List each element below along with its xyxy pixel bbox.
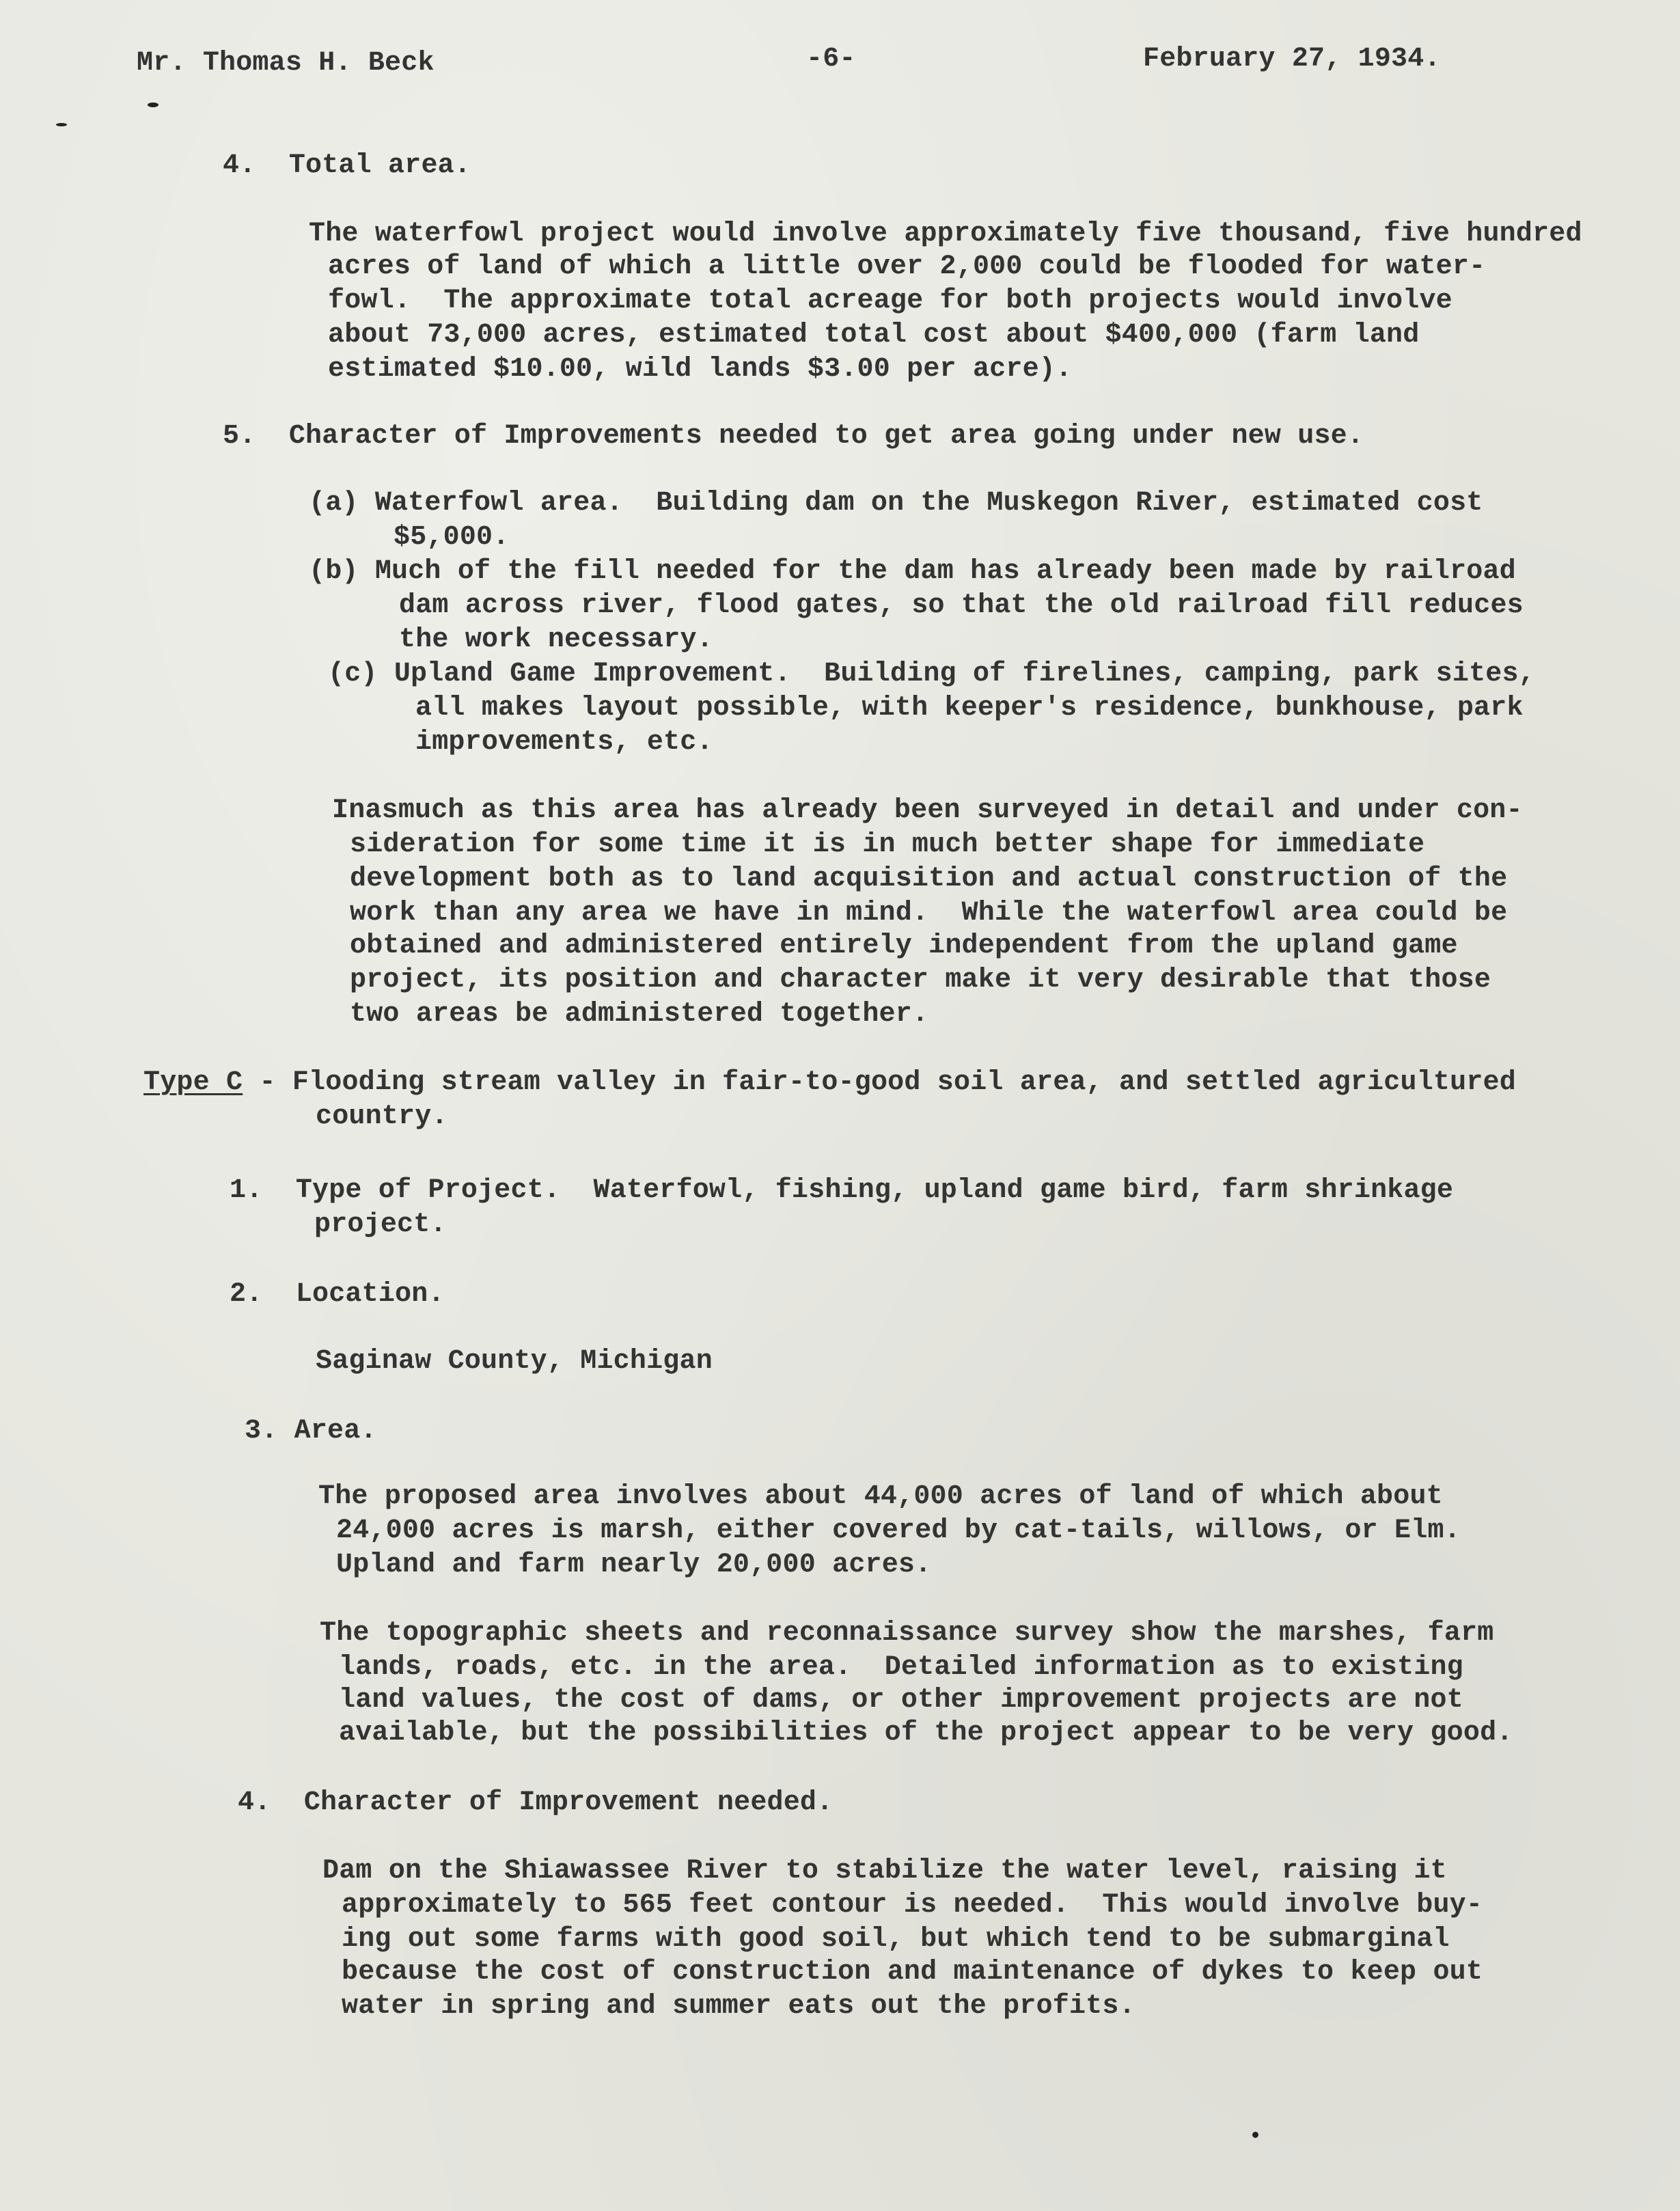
- type-label: Type C: [143, 1067, 243, 1098]
- sub-item-line: all makes layout possible, with keeper's residence, bunkhouse, park: [415, 693, 1524, 724]
- sub-item-line: the work necessary.: [399, 624, 713, 655]
- header-date: February 27, 1934.: [1143, 44, 1441, 74]
- paragraph-line: available, but the possibilities of the project appear to be very good.: [339, 1718, 1513, 1748]
- sub-item-line: improvements, etc.: [415, 727, 713, 758]
- paragraph-line: The proposed area involves about 44,000 acres of land of which about: [318, 1481, 1443, 1512]
- item-heading: 5. Character of Improvements needed to get area going under new use.: [223, 421, 1364, 452]
- sub-item-line: (c) Upland Game Improvement. Building of firelines, camping, park sites,: [328, 659, 1535, 689]
- header-recipient: Mr. Thomas H. Beck: [137, 48, 435, 79]
- paragraph-line: ing out some farms with good soil, but which tend to be submarginal: [342, 1924, 1450, 1955]
- header-page-number: -6-: [806, 44, 856, 74]
- type-description: - Flooding stream valley in fair-to-good soil area, and settled agricultured: [243, 1067, 1516, 1098]
- sub-item-line: (a) Waterfowl area. Building dam on the Muskegon River, estimated cost: [309, 488, 1483, 519]
- paragraph-line: lands, roads, etc. in the area. Detailed information as to existing: [339, 1652, 1463, 1683]
- paragraph-line: work than any area we have in mind. While the waterfowl area could be: [350, 898, 1508, 929]
- paragraph-line: Saginaw County, Michigan: [316, 1346, 713, 1377]
- stray-mark: [148, 102, 159, 107]
- paragraph-line: estimated $10.00, wild lands $3.00 per acre).: [328, 354, 1073, 385]
- paragraph-line: Dam on the Shiawassee River to stabilize the water level, raising it: [322, 1856, 1447, 1886]
- paragraph-line: 24,000 acres is marsh, either covered by cat-tails, willows, or Elm.: [336, 1515, 1461, 1546]
- sub-item-line: $5,000.: [394, 522, 510, 553]
- stray-mark: [1252, 2132, 1258, 2138]
- paragraph-line: Inasmuch as this area has already been surveyed in detail and under con-: [332, 795, 1523, 826]
- sub-item-line: (b) Much of the fill needed for the dam has already been made by railroad: [309, 556, 1516, 587]
- paragraph-line: country.: [316, 1101, 448, 1132]
- type-heading-line: [143, 1066, 1516, 1100]
- item-heading: 3. Area.: [245, 1416, 377, 1446]
- paragraph-line: water in spring and summer eats out the profits.: [342, 1991, 1135, 2022]
- item-heading: 1. Type of Project. Waterfowl, fishing, upland game bird, farm shrinkage: [230, 1175, 1454, 1206]
- item-heading: 4. Character of Improvement needed.: [238, 1787, 834, 1818]
- paragraph-line: The topographic sheets and reconnaissance survey show the marshes, farm: [320, 1618, 1494, 1649]
- item-heading: 2. Location.: [230, 1279, 445, 1310]
- paragraph-line: Upland and farm nearly 20,000 acres.: [336, 1550, 932, 1580]
- paragraph-line: sideration for some time it is in much better shape for immediate: [350, 829, 1425, 860]
- paragraph-line: fowl. The approximate total acreage for both projects would involve: [328, 286, 1452, 316]
- paragraph-line: project.: [314, 1209, 447, 1240]
- stray-mark: [56, 123, 67, 126]
- paragraph-line: approximately to 565 feet contour is needed. This would involve buy-: [342, 1890, 1483, 1921]
- sub-item-line: dam across river, flood gates, so that the old railroad fill reduces: [399, 590, 1524, 621]
- paragraph-line: obtained and administered entirely independent from the upland game: [350, 931, 1458, 961]
- paragraph-line: The waterfowl project would involve approximately five thousand, five hundred: [309, 219, 1582, 249]
- paragraph-line: acres of land of which a little over 2,000 could be flooded for water-: [328, 251, 1486, 282]
- paragraph-line: project, its position and character make it very desirable that those: [350, 965, 1491, 995]
- paragraph-line: about 73,000 acres, estimated total cost about $400,000 (farm land: [328, 320, 1420, 351]
- paragraph-line: two areas be administered together.: [350, 999, 929, 1030]
- item-heading: 4. Total area.: [223, 150, 471, 181]
- paragraph-line: development both as to land acquisition and actual construction of the: [350, 864, 1508, 894]
- paragraph-line: land values, the cost of dams, or other improvement projects are not: [339, 1685, 1463, 1716]
- paragraph-line: because the cost of construction and maintenance of dykes to keep out: [342, 1957, 1483, 1988]
